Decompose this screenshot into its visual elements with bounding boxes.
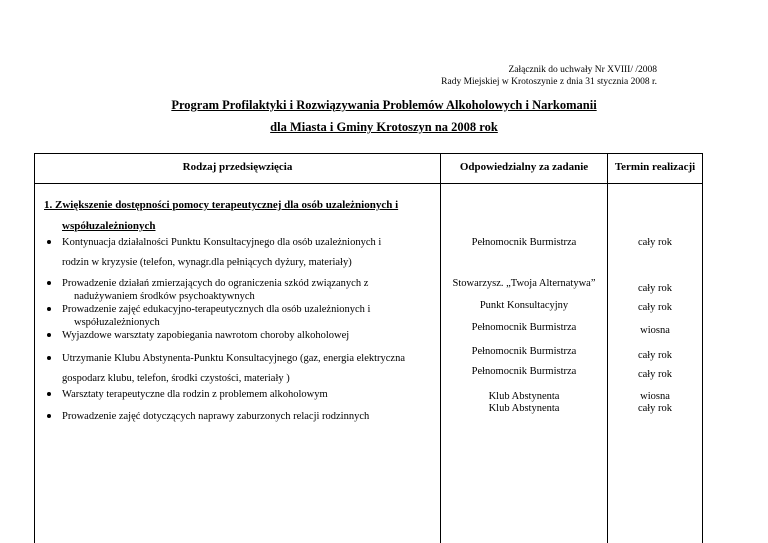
responsible-cell: Pełnomocnik Burmistrza: [471, 322, 577, 333]
deadline-cell: cały rok: [637, 302, 673, 313]
header-deadline: Termin realizacji: [614, 161, 696, 173]
bullet-icon: [47, 414, 51, 418]
task-harm-reduction-cont: nadużywaniem środków psychoaktywnych: [74, 291, 255, 302]
bullet-icon: [47, 281, 51, 285]
deadline-cell: cały rok: [637, 369, 673, 380]
task-relapse-workshops: Wyjazdowe warsztaty zapobiegania nawrotom choroby alkoholowej: [62, 330, 350, 341]
council-date-note: Rady Miejskiej w Krotoszynie z dnia 31 stycznia 2008 r.: [441, 77, 657, 87]
task-harm-reduction: Prowadzenie działań zmierzających do ograniczenia szkód związanych z: [62, 278, 369, 289]
task-educational-therapy-cont: współuzależnionych: [74, 317, 160, 328]
responsible-cell: Punkt Konsultacyjny: [479, 300, 569, 311]
header-responsible: Odpowiedzialny za zadanie: [459, 161, 589, 173]
header-activity-type: Rodzaj przedsięwzięcia: [182, 161, 293, 173]
deadline-cell: wiosna: [640, 325, 670, 336]
task-club-maintenance: Utrzymanie Klubu Abstynenta-Punktu Konsultacyjnego (gaz, energia elektryczna: [62, 353, 405, 364]
task-consultation-point: Kontynuacja działalności Punktu Konsultacyjnego dla osób uzależnionych i: [62, 237, 382, 248]
responsible-cell: Klub Abstynenta: [488, 403, 560, 414]
task-educational-therapy: Prowadzenie zajęć edukacyjno-terapeutycznych dla osób uzależnionych i: [62, 304, 371, 315]
responsible-cell: Stowarzysz. „Twoja Alternatywa”: [452, 278, 596, 289]
task-consultation-point-cont: rodzin w kryzysie (telefon, wynagr.dla pełniących dyżury, materiały): [62, 257, 352, 268]
task-family-workshops: Warsztaty terapeutyczne dla rodzin z problemem alkoholowym: [62, 389, 328, 400]
table-right-border: [702, 153, 703, 543]
section-1-title: 1. Zwiększenie dostępności pomocy terapeutycznej dla osób uzależnionych i: [44, 199, 399, 211]
task-family-relations: Prowadzenie zajęć dotyczących naprawy zaburzonych relacji rodzinnych: [62, 411, 370, 422]
section-1-title-cont: współuzależnionych: [62, 220, 156, 232]
bullet-icon: [47, 356, 51, 360]
table-header-border: [34, 183, 703, 184]
bullet-icon: [47, 307, 51, 311]
deadline-cell: cały rok: [637, 237, 673, 248]
deadline-cell: cały rok: [637, 403, 673, 414]
table-left-border: [34, 153, 35, 543]
table-top-border: [34, 153, 703, 154]
program-title: Program Profilaktyki i Rozwiązywania Problemów Alkoholowych i Narkomanii: [171, 98, 597, 112]
deadline-cell: cały rok: [637, 283, 673, 294]
program-subtitle: dla Miasta i Gminy Krotoszyn na 2008 rok: [270, 120, 498, 134]
responsible-cell: Pełnomocnik Burmistrza: [471, 346, 577, 357]
table-divider-2: [607, 153, 608, 543]
responsible-cell: Pełnomocnik Burmistrza: [471, 237, 577, 248]
task-club-maintenance-cont: gospodarz klubu, telefon, środki czystości, materiały ): [62, 373, 290, 384]
bullet-icon: [47, 333, 51, 337]
attachment-note: Załącznik do uchwały Nr XVIII/ /2008: [508, 65, 657, 75]
bullet-icon: [47, 392, 51, 396]
deadline-cell: wiosna: [640, 391, 670, 402]
bullet-icon: [47, 240, 51, 244]
deadline-cell: cały rok: [637, 350, 673, 361]
responsible-cell: Klub Abstynenta: [488, 391, 560, 402]
responsible-cell: Pełnomocnik Burmistrza: [471, 366, 577, 377]
